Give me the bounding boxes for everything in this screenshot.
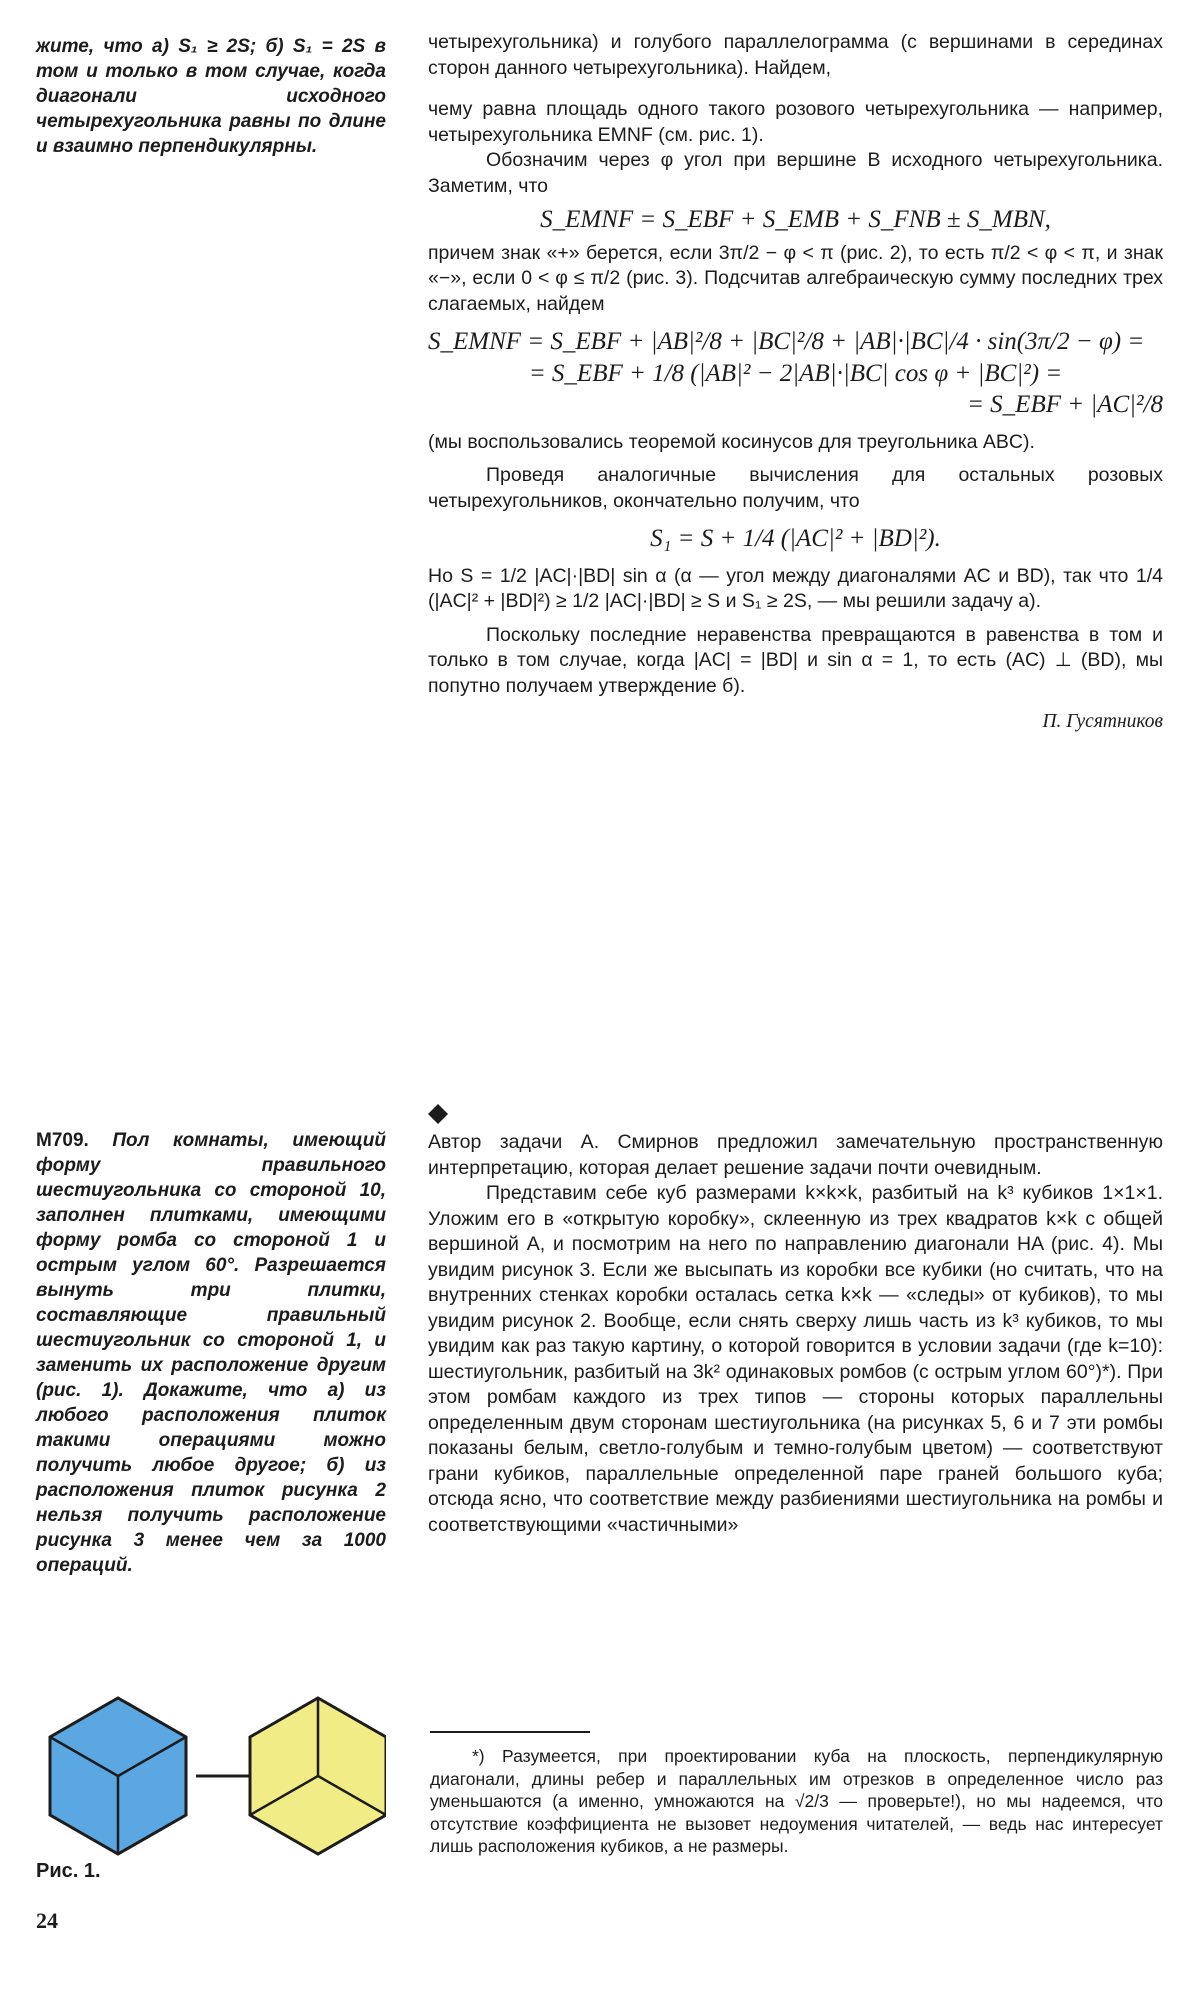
diamond-ornament-icon	[428, 1104, 448, 1124]
paragraph: Автор задачи А. Смирнов предложил замечательную пространственную интерпретацию, которая делает решение задачи почти очевидным.	[428, 1131, 1163, 1179]
paragraph: Обозначим через φ угол при вершине B исходного четырехугольника. Заметим, что	[428, 149, 1163, 197]
formula-result: = S_EBF + |AC|²/8	[967, 391, 1163, 418]
paragraph: чему равна площадь одного такого розового четырехугольника — например, четырехугольника EMNF (см. рис. 1).	[428, 98, 1163, 146]
paragraph: Представим себе куб размерами k×k×k, разбитый на k³ кубиков 1×1×1. Уложим его в «открытую коробку», склеенную из трех квадратов k×k с общей вершиной A, и посмотрим на него по направлению диагонали HA (рис. 4). Мы увидим рисунок 3. Если же высыпать из коробки все кубики (но считать, что на внутренних стенках коробки осталась сетка k×k — «следы» от кубиков), то мы увидим рисунок 2. Вообще, если снять сверху лишь часть из k³ кубиков, то мы увидим как раз такую картину, о которой говорится в условии задачи (где k=10): шестиугольник, разбитый на 3k² одинаковых ромбов (с острым углом 60°)*). При этом ромбам каждого из трех типов — стороны которых параллельны определенным двум сторонам шестиугольника (на рисунках 5, 6 и 7 эти ромбы показаны белым, светло-голубым и темно-голубым цветом) — соответствуют грани кубиков, параллельные определенной паре граней большого куба; отсюда ясно, что соответствие между разбиениями шестиугольника на ромбы и соответствующими «частичными»	[428, 1182, 1163, 1536]
page-number: 24	[36, 1908, 58, 1933]
formula-s1: S₁ = S + 1/4 (|AC|² + |BD|²).	[650, 525, 941, 552]
figure-caption: Рис. 1.	[36, 1860, 101, 1882]
problem-statement	[36, 1128, 386, 1578]
formula-expansion: S_EMNF = S_EBF + |AB|²/8 + |BC|²/8 + |AB|·|BC|/4 · sin(3π/2 − φ) =	[428, 328, 1145, 355]
hexagon-diagram	[36, 1690, 386, 1860]
paragraph: Поскольку последние неравенства превращаются в равенства в том и только в том случае, когда |AC| = |BD| и sin α = 1, то есть (AC) ⊥ (BD), мы попутно получаем утверждение б).	[428, 623, 1163, 697]
side-note-conclusion: жите, что а) S₁ ≥ 2S; б) S₁ = 2S в том и только в том случае, когда диагонали исходного четырехугольника равны по длине и взаимно перпендикулярны.	[36, 36, 386, 157]
paragraph: Но S = 1/2 |AC|·|BD| sin α (α — угол между диагоналями AC и BD), так что 1/4 (|AC|² + |BD|²) ≥ 1/2 |AC|·|BD| ≥ S и S₁ ≥ 2S, — мы решили задачу а).	[428, 564, 1163, 612]
footnote-rule	[430, 1731, 590, 1733]
formula-area-sum: S_EMNF = S_EBF + S_EMB + S_FNB ± S_MBN,	[540, 206, 1051, 233]
paragraph: причем знак «+» берется, если 3π/2 − φ < π (рис. 2), то есть π/2 < φ < π, и знак «−», если 0 < φ ≤ π/2 (рис. 3). Подсчитав алгебраическую сумму последних трех слагаемых, найдем	[428, 241, 1163, 315]
paragraph: Проведя аналогичные вычисления для остальных розовых четырехугольников, окончательно получим, что	[428, 464, 1163, 512]
main-column-bottom	[428, 1130, 1163, 1538]
paragraph: четырехугольника) и голубого параллелограмма (с вершинами в серединах сторон данного четырехугольника). Найдем,	[428, 31, 1163, 79]
problem-text: Пол комнаты, имеющий форму правильного шестиугольника со стороной 10, заполнен плитками, имеющими форму ромба со стороной 1 и острым углом 60°. Разрешается вынуть три плитки, составляющие правильный шестиугольник со стороной 1, и заменить их расположение другим (рис. 1). Докажите, что а) из любого расположения плиток такими операциями можно получить любое другое; б) из расположения плиток рисунка 2 нельзя получить расположение рисунка 3 менее чем за 1000 операций.	[36, 1130, 386, 1576]
author-signature: П. Гусятников	[1042, 711, 1163, 732]
footnote: *) Разумеется, при проектировании куба на плоскость, перпендикулярную диагонали, длины ребер и параллельных им отрезков в определенное число раз уменьшаются (а именно, умножаются на √2/3 — проверьте!), но мы надеемся, что отсутствие коэффициента не вызовет недоумения читателей, — ведь нас интересует лишь расположения кубиков, а не размеры.	[430, 1746, 1163, 1856]
problem-number: М709.	[36, 1130, 89, 1151]
paragraph: (мы воспользовались теоремой косинусов для треугольника ABC).	[428, 430, 1035, 453]
main-column-top	[428, 30, 1163, 735]
figure-rhombus-swap	[36, 1690, 386, 1860]
formula-cosine: = S_EBF + 1/8 (|AB|² − 2|AB|·|BC| cos φ + |BC|²) =	[528, 359, 1063, 387]
